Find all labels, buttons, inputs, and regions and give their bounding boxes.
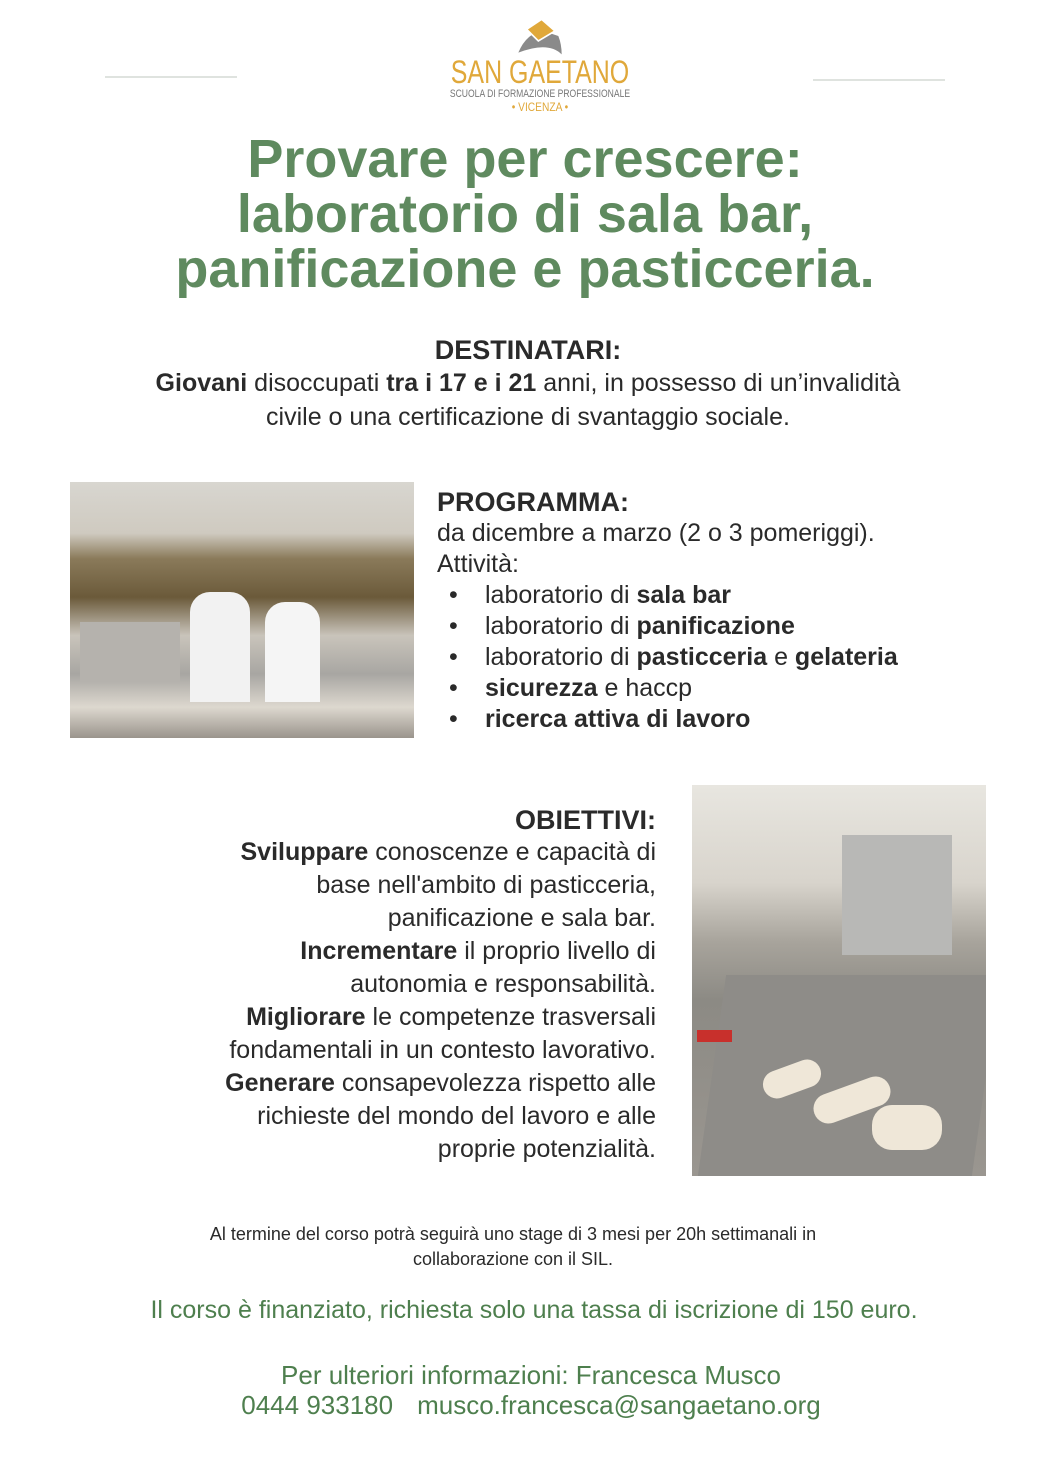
person-figure [190, 592, 250, 702]
kitchen-photo [692, 785, 986, 1176]
destinatari-text [0, 366, 1050, 434]
title-line: laboratorio di sala bar, [236, 184, 814, 244]
title-line: panificazione e pasticceria. [175, 239, 875, 299]
steel-table [698, 975, 986, 1176]
logo-icon [514, 16, 566, 56]
divider-right [813, 79, 945, 81]
list-item: • laboratorio di pasticceria e gelateria [437, 642, 898, 673]
logo [420, 16, 660, 114]
title-line: Provare per crescere: [247, 129, 803, 189]
logo-subtitle: SCUOLA DI FORMAZIONE PROFESSIONALE [449, 88, 631, 100]
bold-text: Giovani [155, 369, 248, 397]
contact-info [0, 1360, 1050, 1420]
logo-name: SAN GAETANO [450, 54, 630, 90]
logo-city: • VICENZA • [511, 100, 569, 114]
bold-text: tra i 17 e i 21 [386, 369, 537, 397]
programma-dates: da dicembre a marzo (2 o 3 pomeriggi). [437, 519, 875, 547]
contact-email[interactable]: musco.francesca@sangaetano.org [417, 1390, 821, 1420]
list-item: • ricerca attiva di lavoro [437, 704, 898, 735]
list-item: • sicurezza e haccp [437, 673, 898, 704]
contact-name: Per ulteriori informazioni: Francesca Musco [281, 1360, 781, 1390]
list-item: • laboratorio di panificazione [437, 611, 898, 642]
page-title [0, 129, 1050, 299]
text: Al termine del corso potrà seguirà uno stage di 3 mesi per 20h settimanali in [209, 1224, 817, 1244]
destinatari-heading: DESTINATARI: [434, 335, 622, 365]
destinatari-section [0, 334, 1050, 434]
list-item: • laboratorio di sala bar [437, 580, 898, 611]
text: anni, in possesso di un’invalidità [536, 369, 901, 397]
activity-list [437, 580, 898, 735]
bar-photo [70, 482, 414, 738]
contact-phone[interactable]: 0444 933180 [241, 1390, 394, 1420]
divider-left [105, 76, 237, 78]
coffee-machine [80, 622, 180, 682]
programma-activities-label: Attività: [437, 550, 519, 578]
destinatari-line: civile o una certificazione di svantaggio sociale. [266, 403, 790, 431]
obiettivi-section [225, 804, 656, 1166]
programma-heading: PROGRAMMA: [437, 487, 629, 517]
funding-note: Il corso è finanziato, richiesta solo una tassa di iscrizione di 150 euro. [150, 1296, 918, 1324]
red-board [697, 1030, 732, 1042]
programma-section [437, 486, 898, 735]
fridge [842, 835, 952, 955]
obiettivi-heading: OBIETTIVI: [515, 805, 656, 835]
bread [872, 1105, 942, 1150]
destinatari-line [0, 366, 1050, 400]
stage-note [0, 1222, 1026, 1272]
text: collaborazione con il SIL. [412, 1249, 614, 1269]
text: disoccupati [247, 369, 387, 397]
obiettivi-text: Sviluppare conoscenze e capacità di base nell'ambito di pasticceria, panificazione e sala bar. Incrementare il proprio livello di autonomia e responsabilità. Migliorare le competenze trasversali fondamentali in un contesto lavorativo. Generare consapevolezza rispetto alle richieste del mondo del lavoro e alle proprie potenzialità. [225, 838, 656, 1163]
person-figure [265, 602, 320, 702]
